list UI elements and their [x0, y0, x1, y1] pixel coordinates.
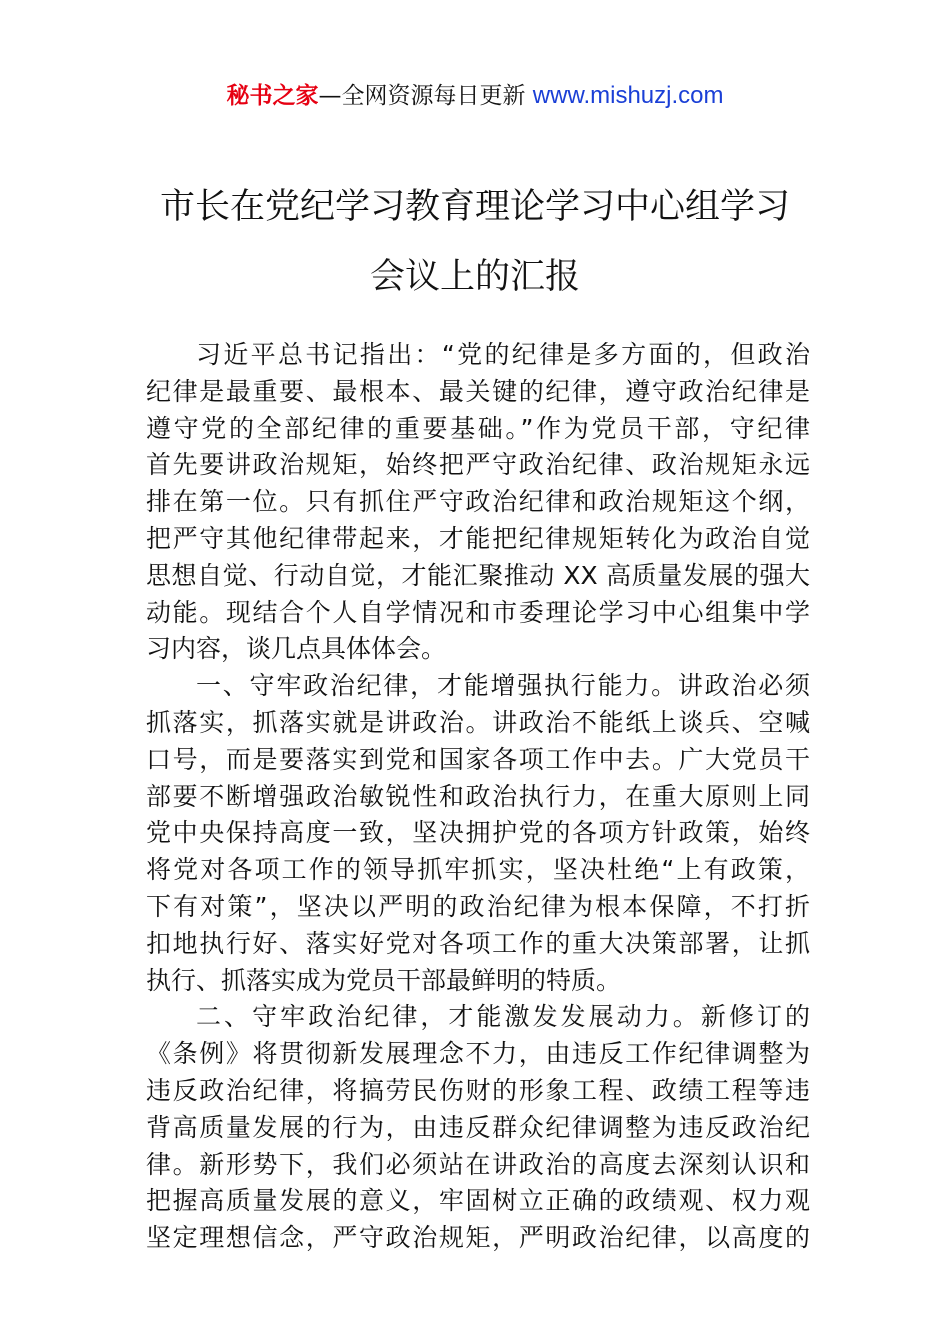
document-body [146, 337, 810, 1257]
paragraph-1-line: 首先要讲政治规矩，始终把严守政治纪律、政治规矩永远 [146, 450, 810, 480]
paragraph-3-line: 违反政治纪律，将搞劳民伤财的形象工程、政绩工程等违 [146, 1075, 810, 1105]
paragraph-2-line: 将党对各项工作的领导抓牢抓实，坚决杜绝“上有政策， [146, 855, 810, 885]
paragraph-3-line: 坚定理想信念，严守政治规矩，严明政治纪律，以高度的 [146, 1223, 810, 1253]
title-line-2: 会议上的汇报 [369, 257, 580, 297]
site-header [0, 80, 950, 112]
document-title [130, 172, 820, 312]
paragraph-2-line: 部要不断增强政治敏锐性和政治执行力，在重大原则上同 [146, 781, 810, 811]
paragraph-3-line: 背高质量发展的行为，由违反群众纪律调整为违反政治纪 [146, 1112, 810, 1142]
site-tagline: —全网资源每日更新 [318, 83, 533, 109]
paragraph-1-line: 习内容，谈几点具体体会。 [146, 634, 447, 664]
paragraph-2-line: 执行、抓落实成为党员干部最鲜明的特质。 [146, 965, 622, 995]
title-line-1: 市长在党纪学习教育理论学习中心组学习 [159, 187, 790, 227]
paragraph-1-line: 排在第一位。只有抓住严守政治纪律和政治规矩这个纲， [146, 487, 810, 517]
paragraph-3-line: 二、守牢政治纪律，才能激发发展动力。新修订的 [196, 1002, 810, 1032]
paragraph-2-line: 口号，而是要落实到党和国家各项工作中去。广大党员干 [146, 744, 810, 774]
paragraph-2-line: 党中央保持高度一致，坚决拥护党的各项方针政策，始终 [146, 818, 810, 848]
paragraph-1-line: 纪律是最重要、最根本、最关键的纪律，遵守政治纪律是 [146, 376, 810, 406]
site-brand: 秘书之家 [226, 83, 319, 109]
paragraph-1-line: 动能。现结合个人自学情况和市委理论学习中心组集中学 [146, 597, 810, 627]
paragraph-2-line: 抓落实，抓落实就是讲政治。讲政治不能纸上谈兵、空喊 [146, 707, 810, 737]
paragraph-1-line: 遵守党的全部纪律的重要基础。”作为党员干部，守纪律 [146, 413, 810, 443]
paragraph-3-line: 律。新形势下，我们必须站在讲政治的高度去深刻认识和 [146, 1149, 810, 1179]
paragraph-1-line: 把严守其他纪律带起来，才能把纪律规矩转化为政治自觉 [146, 523, 810, 553]
paragraph-2-line: 扣地执行好、落实好党对各项工作的重大决策部署，让抓 [146, 928, 810, 958]
paragraph-3-line: 把握高质量发展的意义，牢固树立正确的政绩观、权力观 [146, 1186, 810, 1216]
paragraph-1-line: 习近平总书记指出：“党的纪律是多方面的，但政治 [196, 340, 810, 369]
paragraph-2-line: 下有对策”，坚决以严明的政治纪律为根本保障，不打折 [146, 891, 810, 921]
paragraph-1-line: 思想自觉、行动自觉，才能汇聚推动 XX 高质量发展的强大 [146, 560, 810, 590]
paragraph-2-line: 一、守牢政治纪律，才能增强执行能力。讲政治必须 [196, 671, 810, 701]
site-url-link[interactable]: www.mishuzj.com [532, 82, 724, 109]
paragraph-3-line: 《条例》将贯彻新发展理念不力，由违反工作纪律调整为 [146, 1039, 810, 1069]
